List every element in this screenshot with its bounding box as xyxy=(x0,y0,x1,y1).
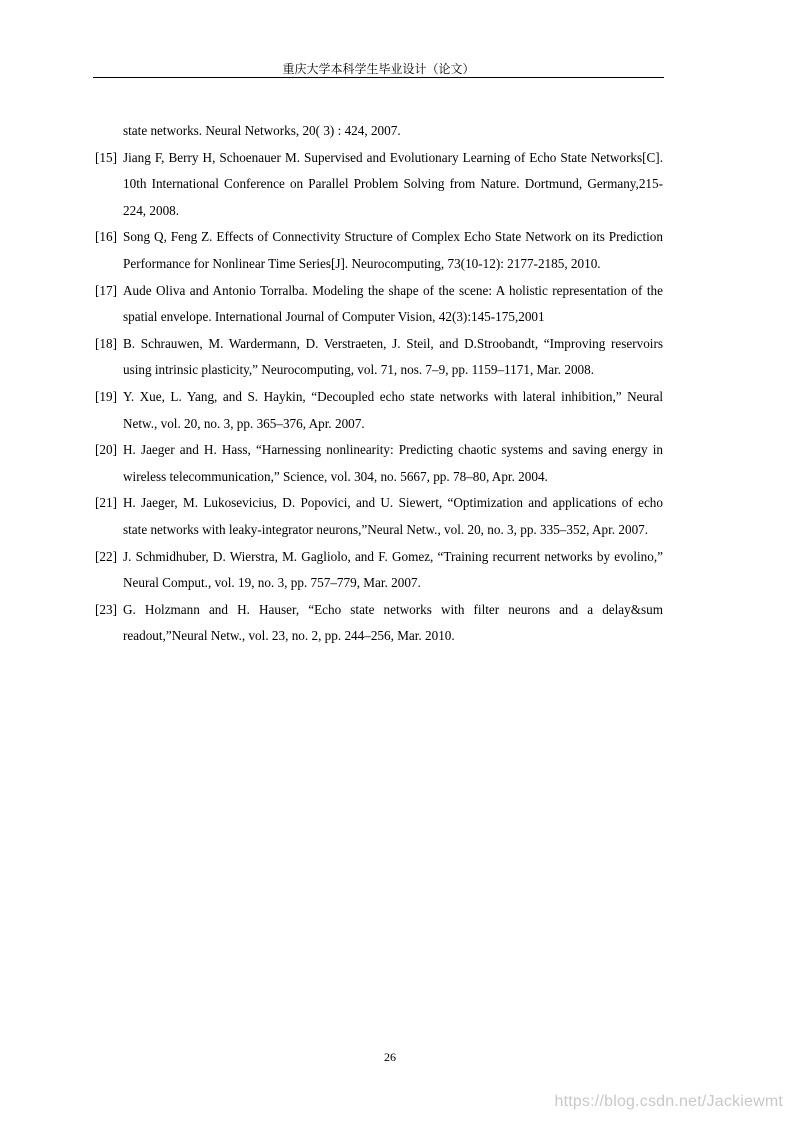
reference-item-15 xyxy=(95,145,663,225)
reference-item-18 xyxy=(95,331,663,384)
reference-number: [21] xyxy=(95,495,117,511)
reference-text: G. Holzmann and H. Hauser, “Echo state networks with filter neurons and a delay&sum readout,”Neural Netw., vol. 23, no. 2, pp. 244–256, Mar. 2010. xyxy=(123,601,663,644)
reference-item-21 xyxy=(95,490,663,543)
page-number: 26 xyxy=(384,1050,396,1064)
reference-item-23 xyxy=(95,597,663,650)
reference-item-19 xyxy=(95,384,663,437)
reference-number: [20] xyxy=(95,442,117,458)
reference-item-16 xyxy=(95,224,663,277)
reference-number: [23] xyxy=(95,601,117,617)
reference-number: [16] xyxy=(95,229,117,245)
reference-item-22 xyxy=(95,544,663,597)
reference-continuation: state networks. Neural Networks, 20( 3) : 424, 2007. xyxy=(123,123,401,138)
reference-number: [19] xyxy=(95,388,117,404)
reference-text: H. Jaeger and H. Hass, “Harnessing nonlinearity: Predicting chaotic systems and saving energy in wireless telecommunication,” Science, vol. 304, no. 5667, pp. 78–80, Apr. 2004. xyxy=(123,442,663,484)
reference-number: [17] xyxy=(95,282,117,298)
reference-text: Jiang F, Berry H, Schoenauer M. Supervised and Evolutionary Learning of Echo State Networks[C]. 10th International Conference on Parallel Problem Solving from Nature. Dortmund, Germany,215-224, 2008. xyxy=(123,149,663,218)
reference-text: Song Q, Feng Z. Effects of Connectivity Structure of Complex Echo State Network on its Prediction Performance for Nonlinear Time Series[J]. Neurocomputing, 73(10-12): 2177-2185, 2010. xyxy=(123,229,663,271)
reference-text: Aude Oliva and Antonio Torralba. Modeling the shape of the scene: A holistic representation of the spatial envelope. International Journal of Computer Vision, 42(3):145-175,2001 xyxy=(123,282,663,325)
reference-number: [18] xyxy=(95,335,117,351)
header-rule xyxy=(93,77,664,78)
reference-text: J. Schmidhuber, D. Wierstra, M. Gagliolo, and F. Gomez, “Training recurrent networks by evolino,” Neural Comput., vol. 19, no. 3, pp. 757–779, Mar. 2007. xyxy=(123,548,663,591)
watermark-url: https://blog.csdn.net/Jackiewmt xyxy=(554,1093,783,1110)
reference-number: [22] xyxy=(95,548,117,564)
reference-text: B. Schrauwen, M. Wardermann, D. Verstraeten, J. Steil, and D.Stroobandt, “Improving reservoirs using intrinsic plasticity,” Neurocomputing, vol. 71, nos. 7–9, pp. 1159–1171, Mar. 2008. xyxy=(123,335,663,378)
reference-text: Y. Xue, L. Yang, and S. Haykin, “Decoupled echo state networks with lateral inhibition,” Neural Netw., vol. 20, no. 3, pp. 365–376, Apr. 2007. xyxy=(123,388,663,431)
reference-list xyxy=(95,118,663,650)
reference-number: [15] xyxy=(95,149,117,165)
reference-item-17 xyxy=(95,278,663,331)
page-header: 重庆大学本科学生毕业设计（论文） xyxy=(282,62,475,76)
reference-item-20 xyxy=(95,437,663,490)
reference-text: H. Jaeger, M. Lukosevicius, D. Popovici, and U. Siewert, “Optimization and applications of echo state networks with leaky-integrator neurons,”Neural Netw., vol. 20, no. 3, pp. 335–352, Apr. 2007. xyxy=(123,495,663,537)
